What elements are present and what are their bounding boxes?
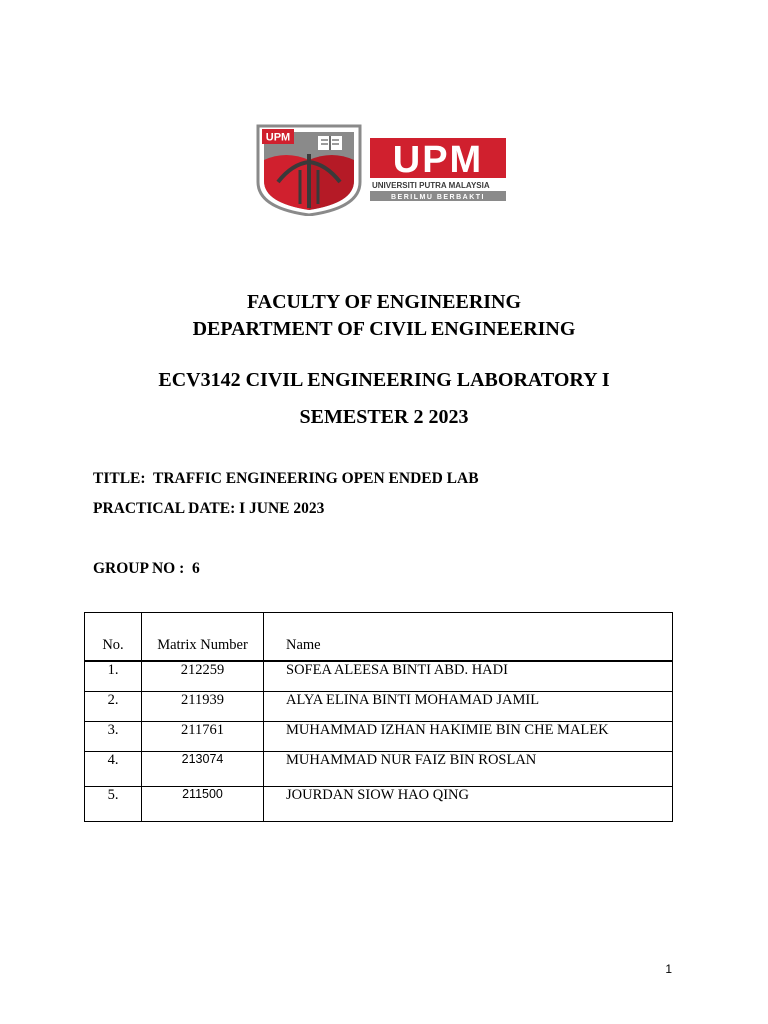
department-heading: DEPARTMENT OF CIVIL ENGINEERING — [192, 318, 576, 340]
table-row — [85, 752, 673, 787]
upm-logo — [256, 124, 508, 216]
semester-heading: SEMESTER 2 2023 — [299, 406, 469, 428]
table-row — [85, 661, 673, 692]
member-name: MUHAMMAD IZHAN HAKIMIE BIN CHE MALEK — [264, 722, 673, 752]
table-row — [85, 692, 673, 722]
page-number: 1 — [665, 962, 672, 976]
matrix-number: 211761 — [142, 722, 264, 752]
row-number: 4. — [85, 752, 142, 787]
report-title: TITLE: TRAFFIC ENGINEERING OPEN ENDED LAB — [93, 470, 479, 487]
member-name: ALYA ELINA BINTI MOHAMAD JAMIL — [264, 692, 673, 722]
practical-date: PRACTICAL DATE: I JUNE 2023 — [93, 500, 325, 517]
member-name: JOURDAN SIOW HAO QING — [264, 787, 673, 822]
table-row — [85, 722, 673, 752]
row-number: 2. — [85, 692, 142, 722]
table-header-row — [85, 613, 673, 662]
group-number: GROUP NO : 6 — [93, 560, 200, 577]
matrix-number: 212259 — [142, 661, 264, 692]
logo-university-name: UNIVERSITI PUTRA MALAYSIA — [372, 181, 490, 190]
column-header-matrix: Matrix Number — [142, 613, 264, 662]
logo-badge-text: UPM — [265, 131, 291, 144]
faculty-heading: FACULTY OF ENGINEERING — [246, 291, 522, 313]
column-header-no: No. — [85, 613, 142, 662]
upm-logo-graphic — [256, 124, 508, 216]
row-number: 5. — [85, 787, 142, 822]
matrix-number: 213074 — [142, 752, 264, 787]
matrix-number: 211500 — [142, 787, 264, 822]
logo-motto: BERILMU BERBAKTI — [391, 194, 485, 201]
logo-wordmark: UPM — [392, 139, 484, 181]
course-heading: ECV3142 CIVIL ENGINEERING LABORATORY I — [158, 369, 610, 391]
matrix-number: 211939 — [142, 692, 264, 722]
member-name: MUHAMMAD NUR FAIZ BIN ROSLAN — [264, 752, 673, 787]
row-number: 1. — [85, 661, 142, 692]
table-row — [85, 787, 673, 822]
member-name: SOFEA ALEESA BINTI ABD. HADI — [264, 661, 673, 692]
row-number: 3. — [85, 722, 142, 752]
column-header-name: Name — [264, 613, 673, 662]
members-table — [84, 612, 673, 822]
